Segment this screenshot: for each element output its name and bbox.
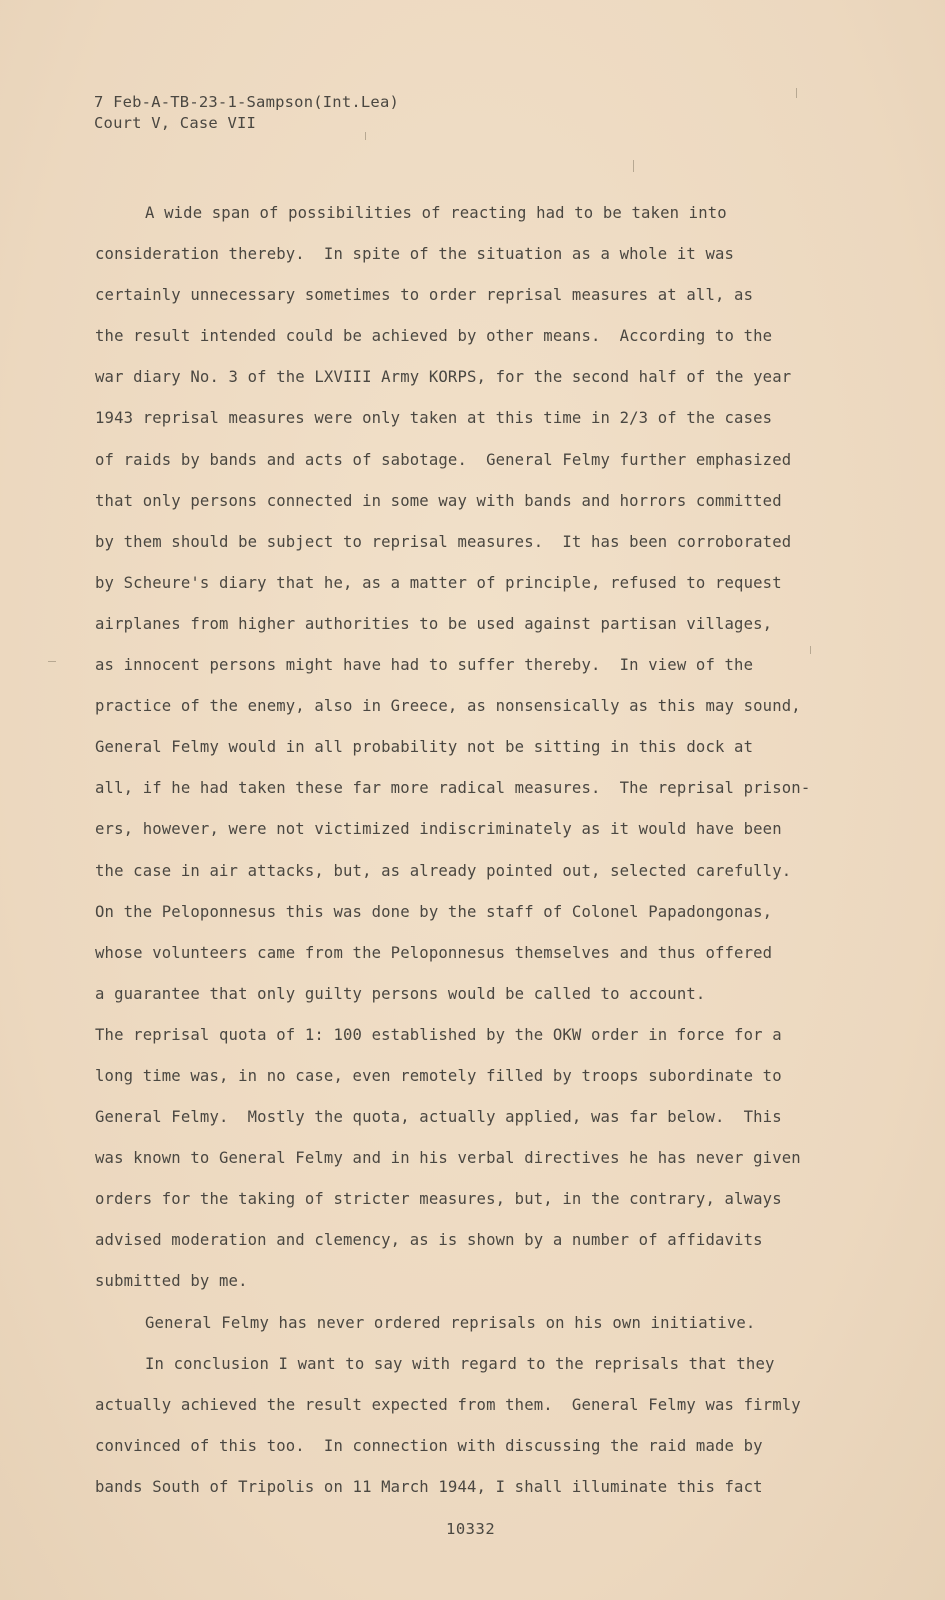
text-line: submitted by me. xyxy=(95,1272,248,1291)
text-line: was known to General Felmy and in his verbal directives he has never given xyxy=(95,1149,801,1168)
text-line: long time was, in no case, even remotely filled by troops subordinate to xyxy=(95,1066,782,1085)
text-line: orders for the taking of stricter measures, but, in the contrary, always xyxy=(95,1190,782,1209)
text-line: all, if he had taken these far more radical measures. The reprisal prison- xyxy=(95,779,811,798)
paper-mark xyxy=(633,160,634,172)
text-line: General Felmy would in all probability not be sitting in this dock at xyxy=(95,738,754,757)
text-line: war diary No. 3 of the LXVIII Army KORPS, for the second half of the year xyxy=(95,368,792,387)
text-line: that only persons connected in some way with bands and horrors committed xyxy=(95,491,782,510)
text-line: the result intended could be achieved by other means. According to the xyxy=(95,327,773,346)
text-line: convinced of this too. In connection with discussing the raid made by xyxy=(95,1436,763,1455)
text-line: the case in air attacks, but, as already pointed out, selected carefully. xyxy=(95,861,792,880)
text-line: On the Peloponnesus this was done by the staff of Colonel Papadongonas, xyxy=(95,902,773,921)
header-reference: 7 Feb-A-TB-23-1-Sampson(Int.Lea) xyxy=(94,93,400,111)
text-line: as innocent persons might have had to suffer thereby. In view of the xyxy=(95,656,754,675)
text-line: by Scheure's diary that he, as a matter of principle, refused to request xyxy=(95,573,782,592)
document-header xyxy=(94,92,399,134)
text-line: consideration thereby. In spite of the situation as a whole it was xyxy=(95,245,735,264)
text-line: actually achieved the result expected from them. General Felmy was firmly xyxy=(95,1395,801,1414)
paper-mark xyxy=(48,661,56,662)
text-line: by them should be subject to reprisal measures. It has been corroborated xyxy=(95,532,792,551)
paper-mark xyxy=(810,646,811,654)
text-line: A wide span of possibilities of reacting had to be taken into xyxy=(145,204,727,222)
paper-mark xyxy=(365,132,366,140)
text-line: practice of the enemy, also in Greece, as nonsensically as this may sound, xyxy=(95,697,801,716)
text-line: airplanes from higher authorities to be used against partisan villages, xyxy=(95,614,773,633)
text-line: General Felmy. Mostly the quota, actually applied, was far below. This xyxy=(95,1108,782,1127)
body-text xyxy=(95,193,870,1508)
text-line: a guarantee that only guilty persons would be called to account. xyxy=(95,984,706,1003)
text-line: The reprisal quota of 1: 100 established by the OKW order in force for a xyxy=(95,1025,782,1044)
text-line: advised moderation and clemency, as is shown by a number of affidavits xyxy=(95,1231,763,1250)
paper-mark xyxy=(796,88,797,98)
text-line: bands South of Tripolis on 11 March 1944, I shall illuminate this fact xyxy=(95,1477,763,1496)
text-line: 1943 reprisal measures were only taken at this time in 2/3 of the cases xyxy=(95,409,773,428)
text-line: of raids by bands and acts of sabotage. General Felmy further emphasized xyxy=(95,450,792,469)
text-line: ers, however, were not victimized indiscriminately as it would have been xyxy=(95,820,782,839)
text-line: certainly unnecessary sometimes to order reprisal measures at all, as xyxy=(95,286,754,305)
page-number: 10332 xyxy=(446,1520,496,1538)
text-line: General Felmy has never ordered reprisals on his own initiative. xyxy=(145,1313,756,1332)
header-court-case: Court V, Case VII xyxy=(94,114,257,132)
text-line: In conclusion I want to say with regard to the reprisals that they xyxy=(145,1354,775,1373)
text-line: whose volunteers came from the Peloponnesus themselves and thus offered xyxy=(95,943,773,962)
